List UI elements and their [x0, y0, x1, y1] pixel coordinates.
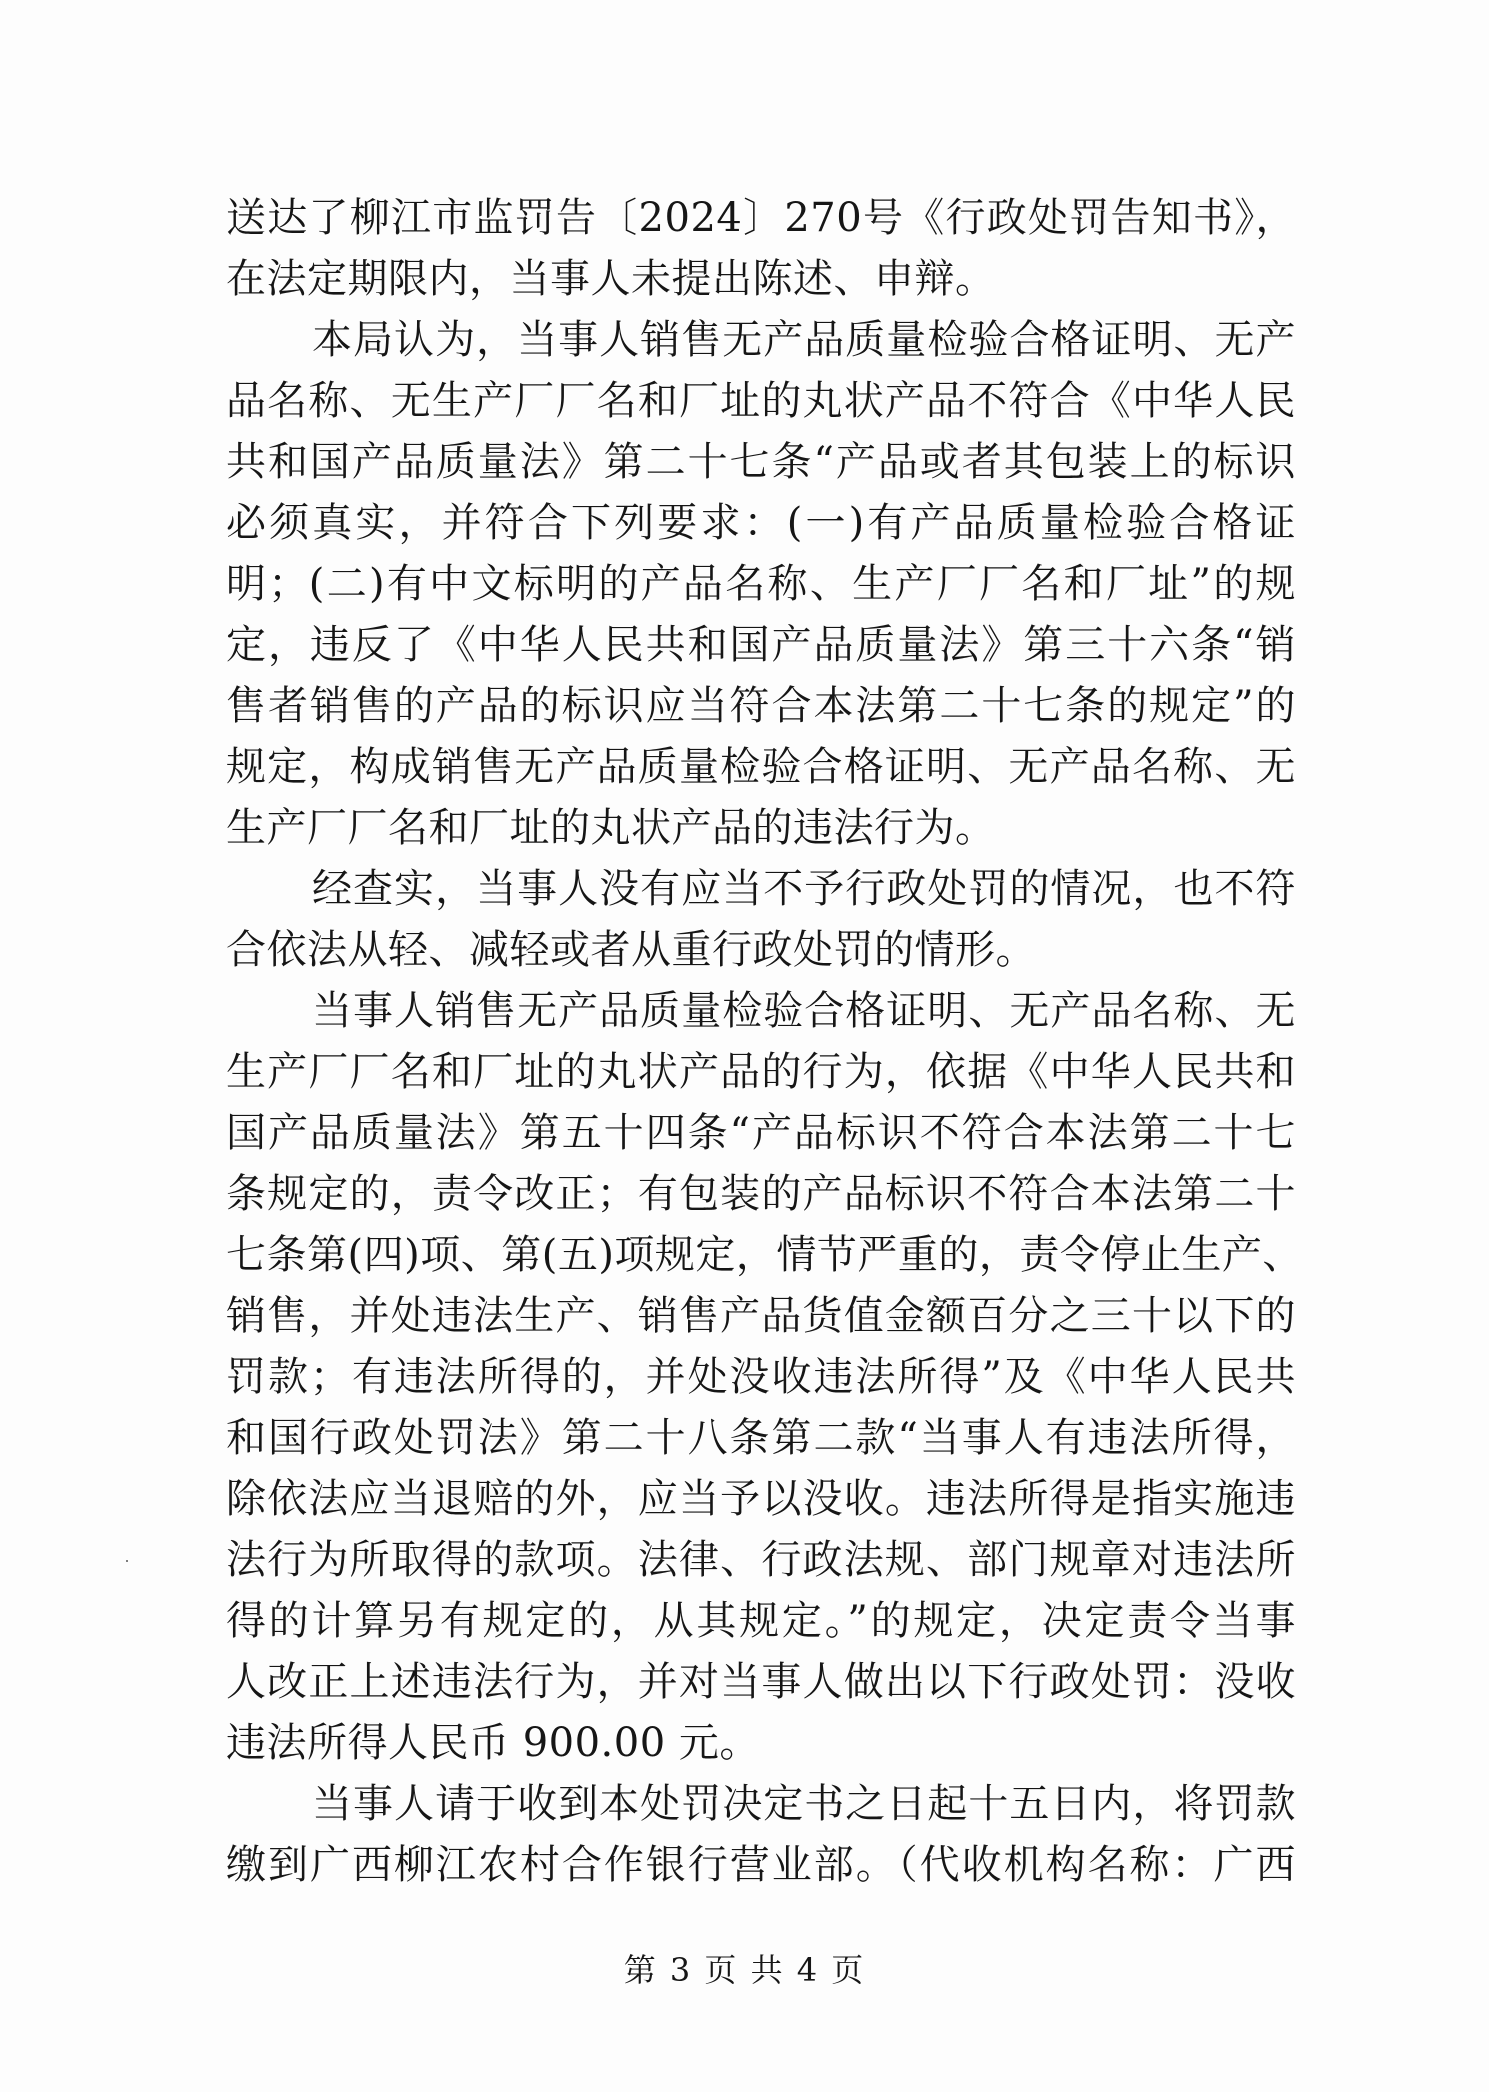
text-line: 品名称、无生产厂厂名和厂址的丸状产品不符合《中华人民 [226, 378, 1296, 424]
text-line: 除依法应当退赔的外，应当予以没收。违法所得是指实施违 [226, 1476, 1296, 1522]
text-line: 定，违反了《中华人民共和国产品质量法》第三十六条“销 [226, 622, 1296, 668]
text-line: 本局认为，当事人销售无产品质量检验合格证明、无产 [312, 317, 1296, 363]
text-line: 罚款；有违法所得的，并处没收违法所得”及《中华人民共 [226, 1354, 1296, 1400]
text-line: 必须真实，并符合下列要求：(一)有产品质量检验合格证 [226, 500, 1296, 546]
text-line: 共和国产品质量法》第二十七条“产品或者其包装上的标识 [226, 439, 1296, 485]
text-line: 送达了柳江市监罚告〔2024〕270号《行政处罚告知书》， [226, 195, 1296, 241]
text-line: 生产厂厂名和厂址的丸状产品的行为，依据《中华人民共和 [226, 1049, 1296, 1095]
text-line: 明；(二)有中文标明的产品名称、生产厂厂名和厂址”的规 [226, 561, 1296, 607]
text-line: 得的计算另有规定的，从其规定。”的规定，决定责令当事 [226, 1598, 1296, 1644]
text-line: 当事人请于收到本处罚决定书之日起十五日内，将罚款 [312, 1781, 1296, 1827]
text-line: 售者销售的产品的标识应当符合本法第二十七条的规定”的 [226, 683, 1296, 729]
text-line: 法行为所取得的款项。法律、行政法规、部门规章对违法所 [226, 1537, 1296, 1583]
text-line: 当事人销售无产品质量检验合格证明、无产品名称、无 [312, 988, 1296, 1034]
text-line: 违法所得人民币 900.00 元。 [226, 1720, 760, 1766]
page-footer: 第 3 页 共 4 页 [623, 1951, 866, 1989]
text-line: 条规定的，责令改正；有包装的产品标识不符合本法第二十 [226, 1171, 1296, 1217]
text-line: 人改正上述违法行为，并对当事人做出以下行政处罚：没收 [226, 1659, 1296, 1705]
document-body [226, 188, 1303, 1896]
text-line: 生产厂厂名和厂址的丸状产品的违法行为。 [226, 805, 996, 851]
scan-speck [126, 1560, 128, 1562]
text-line: 经查实，当事人没有应当不予行政处罚的情况，也不符 [312, 866, 1296, 912]
text-line: 销售，并处违法生产、销售产品货值金额百分之三十以下的 [226, 1293, 1296, 1339]
text-line: 国产品质量法》第五十四条“产品标识不符合本法第二十七 [226, 1110, 1296, 1156]
text-line: 在法定期限内，当事人未提出陈述、申辩。 [226, 256, 996, 302]
text-line: 合依法从轻、减轻或者从重行政处罚的情形。 [226, 927, 1036, 973]
text-line: 规定，构成销售无产品质量检验合格证明、无产品名称、无 [226, 744, 1296, 790]
text-line: 七条第(四)项、第(五)项规定，情节严重的，责令停止生产、 [226, 1232, 1303, 1278]
text-line: 缴到广西柳江农村合作银行营业部。（代收机构名称：广西 [226, 1842, 1296, 1888]
text-line: 和国行政处罚法》第二十八条第二款“当事人有违法所得， [226, 1415, 1296, 1461]
